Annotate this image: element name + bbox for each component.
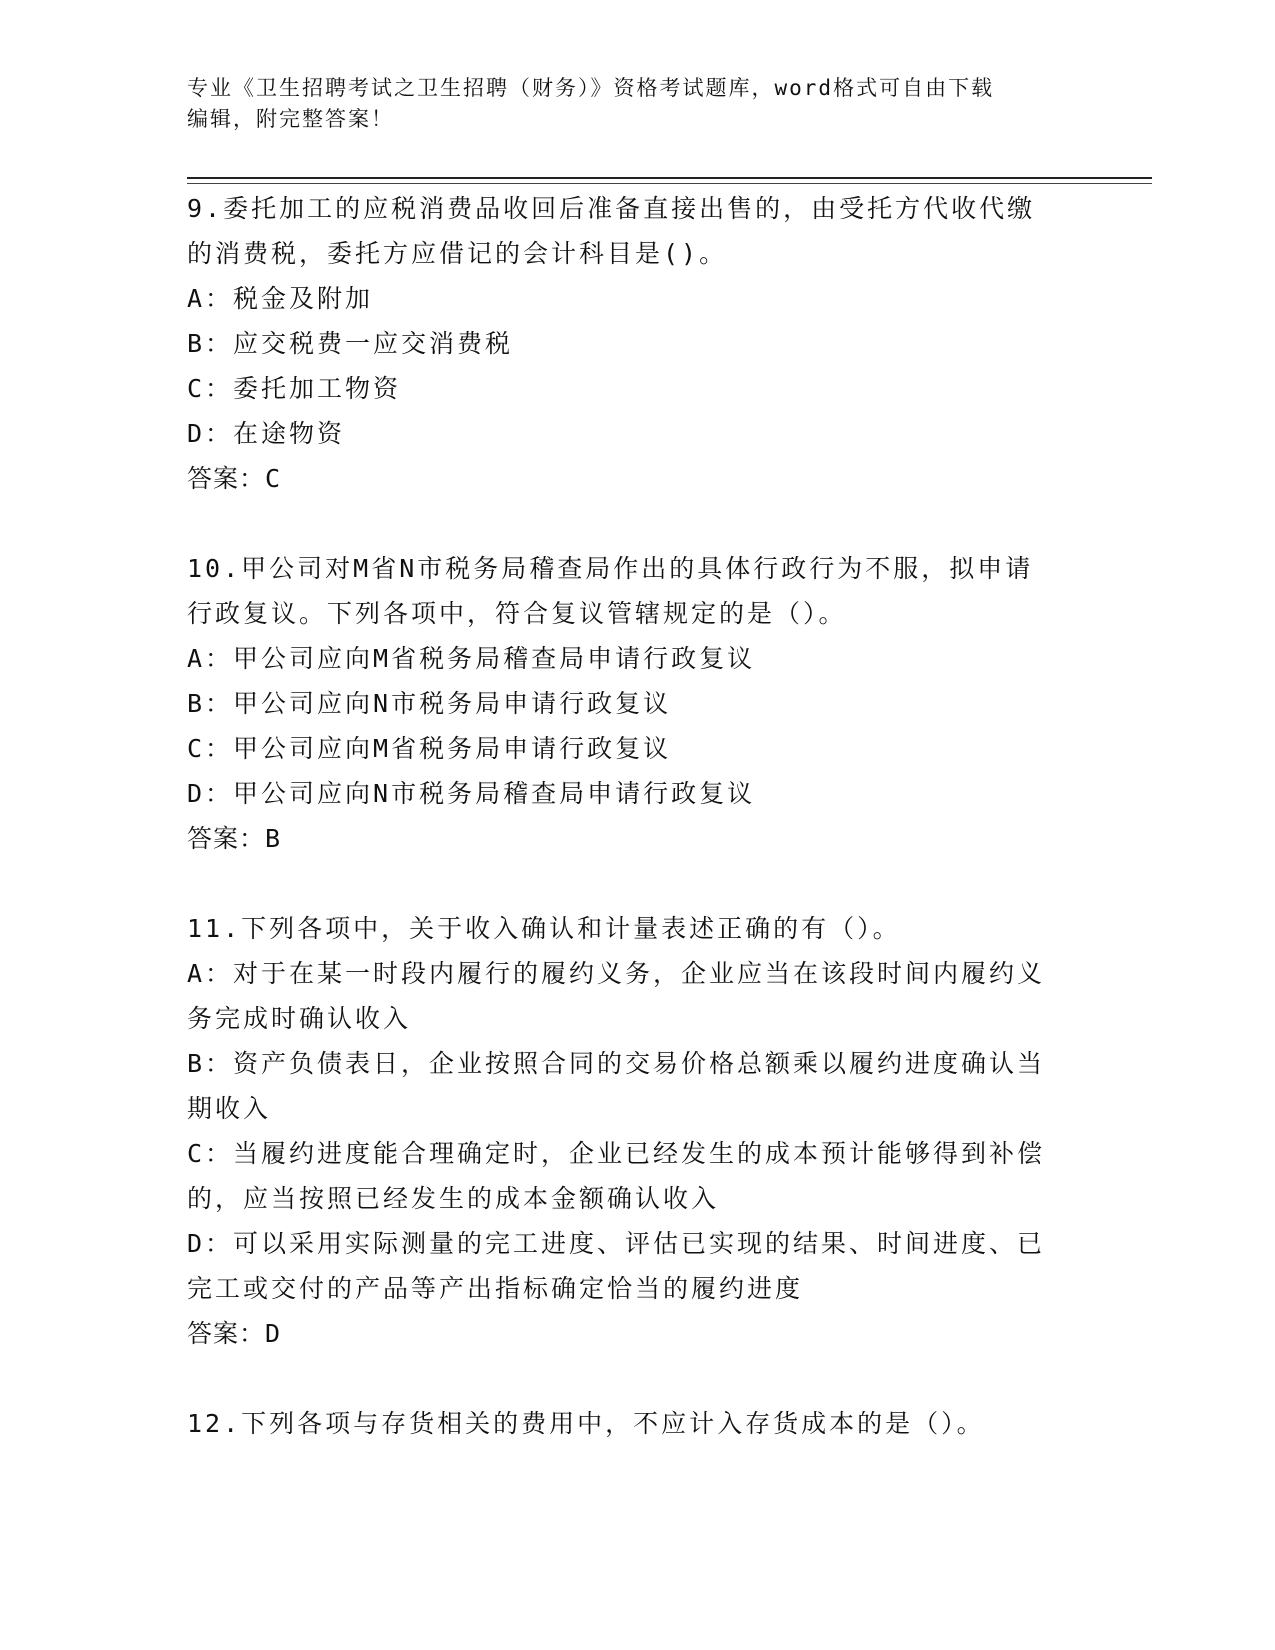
option-a-cont: 务完成时确认收入 [187, 1004, 412, 1033]
answer-label: 答案： [187, 1319, 266, 1348]
answer-value: B [265, 824, 282, 853]
option-b: B：资产负债表日，企业按照合同的交易价格总额乘以履约进度确认当 [187, 1049, 1046, 1078]
option-b: B：甲公司应向N市税务局申请行政复议 [187, 689, 672, 718]
option-b: B：应交税费一应交消费税 [187, 329, 514, 358]
option-d: D：可以采用实际测量的完工进度、评估已实现的结果、时间进度、已 [187, 1229, 1046, 1258]
answer [187, 456, 1087, 501]
option-d: D：甲公司应向N市税务局稽查局申请行政复议 [187, 779, 756, 808]
option-a: A：甲公司应向M省税务局稽查局申请行政复议 [187, 644, 756, 673]
question-10 [187, 546, 1087, 861]
answer-value: D [265, 1319, 282, 1348]
answer [187, 1311, 1087, 1356]
option-d-cont: 完工或交付的产品等产出指标确定恰当的履约进度 [187, 1274, 804, 1303]
option-a: A：对于在某一时段内履行的履约义务，企业应当在该段时间内履约义 [187, 959, 1046, 988]
option-c-cont: 的，应当按照已经发生的成本金额确认收入 [187, 1184, 720, 1213]
header-line-1: 专业《卫生招聘考试之卫生招聘（财务）》资格考试题库，word格式可自由下载 [187, 76, 995, 100]
question-9 [187, 186, 1087, 501]
question-11 [187, 906, 1087, 1356]
option-c: C：甲公司应向M省税务局申请行政复议 [187, 734, 672, 763]
answer [187, 816, 1087, 861]
question-text-line: 11.下列各项中，关于收入确认和计量表述正确的有（）。 [187, 914, 901, 943]
header-line-2: 编辑，附完整答案！ [187, 107, 394, 131]
option-c: C：当履约进度能合理确定时，企业已经发生的成本预计能够得到补偿 [187, 1139, 1046, 1168]
document-header [187, 73, 1087, 135]
answer-label: 答案： [187, 464, 266, 493]
question-text-line: 行政复议。下列各项中，符合复议管辖规定的是（）。 [187, 599, 847, 628]
header-divider-thin [187, 183, 1152, 184]
option-a: A：税金及附加 [187, 284, 374, 313]
question-12 [187, 1401, 1087, 1446]
answer-label: 答案： [187, 824, 266, 853]
question-text-line: 12.下列各项与存货相关的费用中，不应计入存货成本的是（）。 [187, 1409, 985, 1438]
header-divider-thick [187, 177, 1152, 179]
option-c: C：委托加工物资 [187, 374, 402, 403]
option-d: D：在途物资 [187, 419, 346, 448]
option-b-cont: 期收入 [187, 1094, 272, 1123]
question-text-line: 的消费税，委托方应借记的会计科目是()。 [187, 239, 728, 268]
question-text-line: 10.甲公司对M省N市税务局稽查局作出的具体行政行为不服，拟申请 [187, 554, 1034, 583]
answer-value: C [265, 464, 282, 493]
question-text-line: 9.委托加工的应税消费品收回后准备直接出售的，由受托方代收代缴 [187, 194, 1036, 223]
